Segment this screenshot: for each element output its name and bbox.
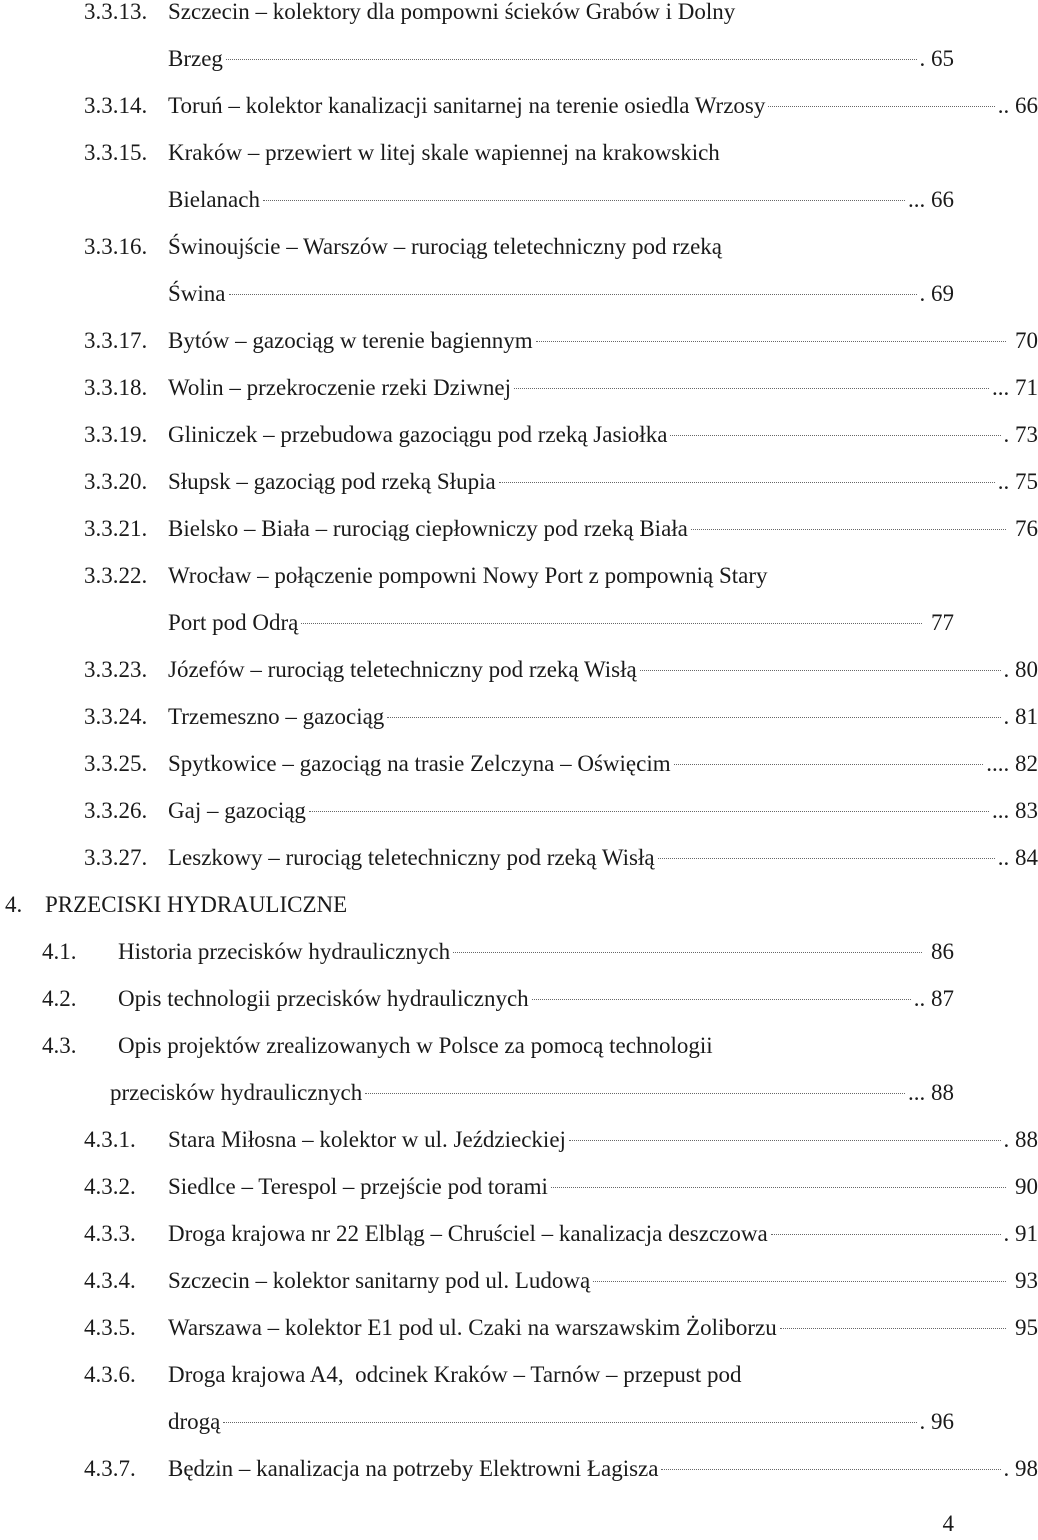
- toc-entry-title: Warszawa – kolektor E1 pod ul. Czaki na warszawskim Żoliborzu: [168, 1315, 777, 1340]
- toc-entry-number: 3.3.21.: [84, 516, 148, 541]
- dot-leader: [263, 200, 905, 201]
- toc-page-number: 90: [1015, 1174, 1038, 1199]
- toc-entry-title: Będzin – kanalizacja na potrzeby Elektrowni Łagisza: [168, 1456, 659, 1481]
- toc-page-number: 71: [1015, 375, 1038, 400]
- dot-leader: [670, 435, 1000, 436]
- dot-leader: [309, 811, 989, 812]
- toc-entry-number: 3.3.19.: [84, 422, 148, 447]
- toc-entry-title: Świnoujście – Warszów – rurociąg teletechniczny pod rzeką: [168, 234, 722, 259]
- toc-page-number: 84: [1015, 845, 1038, 870]
- dot-leader: [691, 529, 1006, 530]
- dot-leader: [661, 1469, 1000, 1470]
- toc-entry-title: Świna: [168, 281, 226, 306]
- toc-page-number: 88: [1015, 1127, 1038, 1152]
- toc-entry-title: Droga krajowa nr 22 Elbląg – Chruściel – kanalizacja deszczowa: [168, 1221, 768, 1246]
- toc-entry-number: 4.3.6.: [84, 1362, 136, 1387]
- document-page: 3.3.13. Szczecin – kolektory dla pompowni ścieków Grabów i Dolny Brzeg . 65 3.3.14. Toruń – kolektor kanalizacji sanitarnej na terenie osiedla Wrzosy .. 66 3.3.15. Kraków – przewiert w litej skale wapiennej na krakowskich Bielanach ... 66 3.3.16. Świnoujście – Warszów – rurociąg teletechniczny pod rzeką Świna . 69 3.3.17. Bytów – gazociąg w terenie bagiennym 70 3.3.18. Wolin – przekroczenie rzeki Dziwnej ... 71 3.3.19. Gliniczek – przebudowa gazociągu pod rzeką Jasiołka . 73 3.3.20. Słupsk – gazociąg pod rzeką Słupia .. 75 3.3.21. Bielsko – Biała – rurociąg ciepłowniczy pod rzeką Biała 76 3.3.22. Wrocław – połączenie pompowni Nowy Port z pompownią Stary Port pod Odrą 77 3.3.23. Józefów – rurociąg teletechniczny pod rzeką Wisłą . 80 3.3.24. Trzemeszno – gazociąg . 81 3.3.25. Spytkowice – gazociąg na trasie Zelczyna – Oświęcim .... 82 3.3.26. Gaj – gazociąg ... 83 3.3.27. Leszkowy – rurociąg teletechniczny pod rzeką Wisłą .. 84 4. PRZECISKI HYDRAULICZNE 4.1. Historia przecisków hydraulicznych 86 4.2. Opis technologii przecisków hydraulicznych .. 87 4.3. Opis projektów zrealizowanych w Polsce za pomocą technologii przecisków hydraulicznych ... 88 4.3.1. Stara Miłosna – kolektor w ul. Jeździeckiej . 88 4.3.2. Siedlce – Terespol – przejście pod torami 90 4.3.3. Droga krajowa nr 22 Elbląg – Chruściel – kanalizacja deszczowa . 91 4.3.4. Szczecin – kolektor sanitarny pod ul. Ludową 93 4.3.5. Warszawa – kolektor E1 pod ul. Czaki na warszawskim Żoliborzu 95 4.3.6. Droga krajowa A4, odcinek Kraków – Tarnów – przepust pod drogą . 96 4.3.7. Będzin – kanalizacja na potrzeby Elektrowni Łagisza . 98 4: [0, 0, 960, 1540]
- toc-page-number: 65: [931, 46, 954, 71]
- dot-leader: [771, 1234, 1001, 1235]
- toc-page-number: 88: [931, 1080, 954, 1105]
- toc-entry-number: 4.1.: [42, 939, 77, 964]
- dot-leader: [658, 858, 995, 859]
- dot-leader: [453, 952, 922, 953]
- toc-entry-title: Siedlce – Terespol – przejście pod torami: [168, 1174, 548, 1199]
- toc-page-number: 69: [931, 281, 954, 306]
- toc-page-number: 77: [931, 610, 954, 635]
- toc-entry-title: Opis technologii przecisków hydraulicznych: [118, 986, 529, 1011]
- toc-page-number: 86: [931, 939, 954, 964]
- toc-entry-number: 3.3.15.: [84, 140, 148, 165]
- toc-entry-number: 4.3.1.: [84, 1127, 136, 1152]
- toc-entry-number: 3.3.25.: [84, 751, 148, 776]
- toc-entry-title: Spytkowice – gazociąg na trasie Zelczyna – Oświęcim: [168, 751, 671, 776]
- toc-entry-number: 3.3.22.: [84, 563, 148, 588]
- dot-leader: [301, 623, 922, 624]
- toc-entry-title: Historia przecisków hydraulicznych: [118, 939, 451, 964]
- toc-page-number: 95: [1015, 1315, 1038, 1340]
- dot-leader: [514, 388, 989, 389]
- toc-entry-number: 3.3.18.: [84, 375, 148, 400]
- toc-entry-number: 4.3.2.: [84, 1174, 136, 1199]
- toc-page-number: 96: [931, 1409, 954, 1434]
- toc-entry-title: Kraków – przewiert w litej skale wapiennej na krakowskich: [168, 140, 720, 165]
- toc-page-number: 98: [1015, 1456, 1038, 1481]
- dot-leader: [551, 1187, 1006, 1188]
- toc-entry-title: Stara Miłosna – kolektor w ul. Jeździeckiej: [168, 1127, 566, 1152]
- toc-page-number: 80: [1015, 657, 1038, 682]
- toc-entry-title: Szczecin – kolektor sanitarny pod ul. Ludową: [168, 1268, 591, 1293]
- dot-leader: [768, 106, 994, 107]
- toc-page-number: 83: [1015, 798, 1038, 823]
- toc-page-number: 91: [1015, 1221, 1038, 1246]
- toc-page-number: 70: [1015, 328, 1038, 353]
- toc-entry-number: 4.3.: [42, 1033, 77, 1058]
- toc-entry-title: Bytów – gazociąg w terenie bagiennym: [168, 328, 533, 353]
- dot-leader: [640, 670, 1001, 671]
- toc-page-number: 81: [1015, 704, 1038, 729]
- toc-entry-title: Gliniczek – przebudowa gazociągu pod rzeką Jasiołka: [168, 422, 668, 447]
- toc-entry-number: 3.3.24.: [84, 704, 148, 729]
- toc-page-number: 66: [1015, 93, 1038, 118]
- toc-page-number: 75: [1015, 469, 1038, 494]
- toc-entry-number: 3.3.26.: [84, 798, 148, 823]
- toc-entry-number: 4.: [5, 892, 23, 917]
- toc-page-number: 87: [931, 986, 954, 1011]
- toc-entry-title: Wolin – przekroczenie rzeki Dziwnej: [168, 375, 511, 400]
- toc-entry-number: 4.2.: [42, 986, 77, 1011]
- toc-entry-number: 3.3.23.: [84, 657, 148, 682]
- toc-entry-title: Leszkowy – rurociąg teletechniczny pod rzeką Wisłą: [168, 845, 655, 870]
- toc-entry-title: Wrocław – połączenie pompowni Nowy Port z pompownią Stary: [168, 563, 768, 588]
- page-number: 4: [942, 1511, 954, 1536]
- toc-entry-title: Toruń – kolektor kanalizacji sanitarnej na terenie osiedla Wrzosy: [168, 93, 766, 118]
- toc-entry-title: Brzeg: [168, 46, 223, 71]
- dot-leader: [593, 1281, 1006, 1282]
- dot-leader: [499, 482, 995, 483]
- toc-entry-number: 4.3.7.: [84, 1456, 136, 1481]
- toc-page-number: 76: [1015, 516, 1038, 541]
- dot-leader: [780, 1328, 1007, 1329]
- dot-leader: [223, 1422, 916, 1423]
- dot-leader: [569, 1140, 1001, 1141]
- toc-entry-number: 3.3.27.: [84, 845, 148, 870]
- toc-entry-number: 3.3.13.: [84, 0, 148, 24]
- dot-leader: [536, 341, 1007, 342]
- toc-page-number: 73: [1015, 422, 1038, 447]
- toc-entry-title: Port pod Odrą: [168, 610, 299, 635]
- toc-entry-number: 3.3.20.: [84, 469, 148, 494]
- toc-page-number: 82: [1015, 751, 1038, 776]
- toc-entry-title: Szczecin – kolektory dla pompowni ścieków Grabów i Dolny: [168, 0, 736, 24]
- toc-entry-title: Bielsko – Biała – rurociąg ciepłowniczy pod rzeką Biała: [168, 516, 688, 541]
- toc-entry-title: Józefów – rurociąg teletechniczny pod rzeką Wisłą: [168, 657, 637, 682]
- dot-leader: [387, 717, 1000, 718]
- toc-entry-title: Trzemeszno – gazociąg: [168, 704, 385, 729]
- toc-entry-title: drogą: [168, 1409, 221, 1434]
- toc-entry-number: 3.3.17.: [84, 328, 148, 353]
- toc-entry-title: Gaj – gazociąg: [168, 798, 306, 823]
- dot-leader: [532, 999, 911, 1000]
- dot-leader: [365, 1093, 905, 1094]
- dot-leader: [229, 294, 917, 295]
- toc-entry-title: PRZECISKI HYDRAULICZNE: [45, 892, 348, 917]
- dot-leader: [226, 59, 917, 60]
- toc-entry-number: 4.3.3.: [84, 1221, 136, 1246]
- toc-entry-title: Opis projektów zrealizowanych w Polsce za pomocą technologii: [118, 1033, 713, 1058]
- toc-entry-title: Droga krajowa A4, odcinek Kraków – Tarnów – przepust pod: [168, 1362, 742, 1387]
- dot-leader: [674, 764, 984, 765]
- toc-page-number: 93: [1015, 1268, 1038, 1293]
- toc-entry-number: 4.3.4.: [84, 1268, 136, 1293]
- toc-entry-number: 3.3.16.: [84, 234, 148, 259]
- toc-entry-number: 4.3.5.: [84, 1315, 136, 1340]
- toc-entry-title: przecisków hydraulicznych: [110, 1080, 363, 1105]
- toc-page-number: 66: [931, 187, 954, 212]
- toc-entry-title: Słupsk – gazociąg pod rzeką Słupia: [168, 469, 496, 494]
- toc-entry-number: 3.3.14.: [84, 93, 148, 118]
- toc-entry-title: Bielanach: [168, 187, 260, 212]
